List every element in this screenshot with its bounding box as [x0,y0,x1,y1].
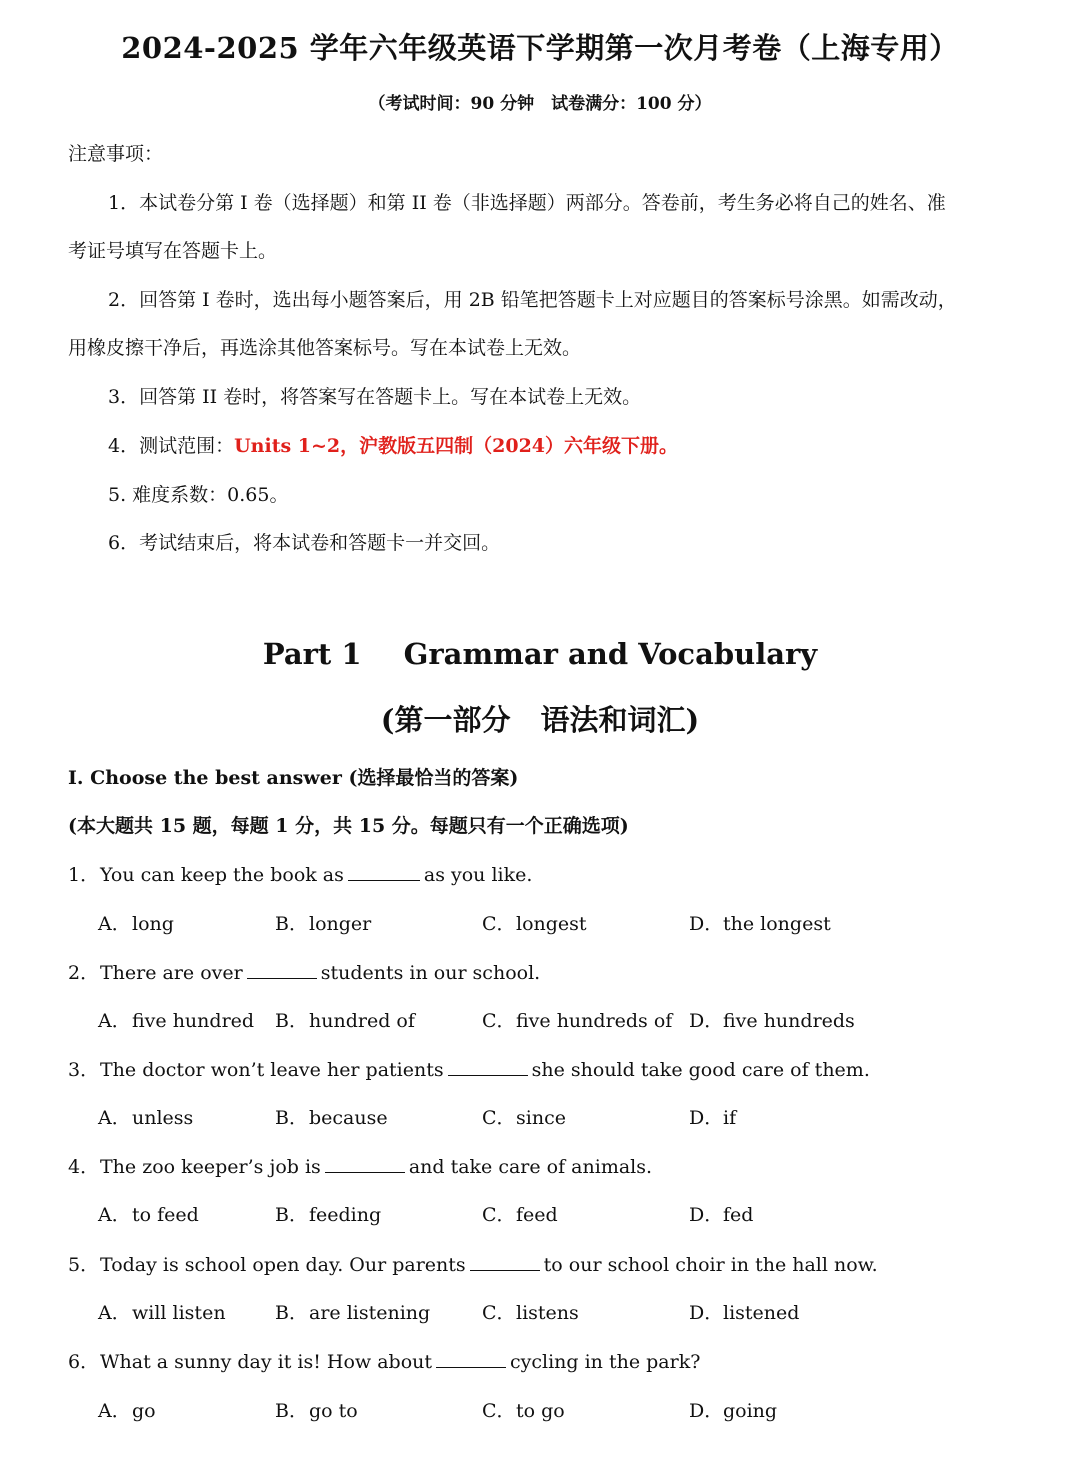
question-text-after: cycling in the park? [510,1351,701,1373]
question-text-before: The doctor won’t leave her patients [100,1059,444,1081]
part-title [0,637,1080,671]
question-4-option-b: B．feeding [275,1204,382,1226]
answer-blank [436,1351,506,1368]
question-3-option-d: D．if [689,1107,737,1129]
answer-blank [348,864,420,881]
question-2-option-a: A．five hundred [98,1010,255,1032]
question-text-after: to our school choir in the hall now. [543,1254,878,1276]
question-2 [68,958,540,985]
notice-item-6: 6．考试结束后，将本试卷和答题卡一并交回。 [108,532,501,554]
question-2-option-d: D．five hundreds [689,1010,855,1032]
question-5-option-d: D．listened [689,1302,800,1324]
question-text-before: You can keep the book as [100,864,344,886]
notice-item-1-line-1: 1．本试卷分第 I 卷（选择题）和第 II 卷（非选择题）两部分。答卷前，考生务必将自己的姓名、准 [108,192,946,214]
question-number: 5． [68,1254,100,1276]
notice-item-4-prefix: 4．测试范围： [108,435,235,457]
answer-blank [247,962,317,979]
notice-item-2-line-2: 用橡皮擦干净后，再选涂其他答案标号。写在本试卷上无效。 [68,337,582,359]
answer-blank [448,1059,528,1076]
question-2-option-c: C．five hundreds of [482,1010,673,1032]
test-scope-highlight: Units 1~2，沪教版五四制（2024）六年级下册。 [234,435,679,457]
question-text-after: and take care of animals. [408,1156,653,1178]
part-subtitle [0,698,1080,739]
notice-item-1-line-2: 考证号填写在答题卡上。 [68,240,278,262]
question-1-option-a: A．long [98,913,174,935]
question-text-before: There are over [100,962,243,984]
question-number: 3． [68,1059,100,1081]
exam-title: 2024-2025 学年六年级英语下学期第一次月考卷（上海专用） [121,31,959,65]
question-text-before: Today is school open day. Our parents [100,1254,466,1276]
part-subtitle-left: (第一部分 [380,703,511,737]
question-5-option-c: C．listens [482,1302,579,1324]
question-number: 6． [68,1351,100,1373]
question-1-option-d: D．the longest [689,913,831,935]
question-2-option-b: B．hundred of [275,1010,415,1032]
question-text-after: she should take good care of them. [531,1059,870,1081]
question-3-option-c: C．since [482,1107,566,1129]
notice-item-2-line-1: 2．回答第 I 卷时，选出每小题答案后，用 2B 铅笔把答题卡上对应题目的答案标号涂黑。如需改动， [108,289,957,311]
question-6-option-d: D．going [689,1400,778,1422]
answer-blank [325,1156,405,1173]
question-4 [68,1152,652,1179]
notice-item-4 [108,431,678,458]
question-5-option-a: A．will listen [98,1302,226,1324]
question-number: 4． [68,1156,100,1178]
question-number: 1． [68,864,100,886]
question-1 [68,860,532,887]
question-3-option-b: B．because [275,1107,388,1129]
exam-subtitle: （考试时间：90 分钟 试卷满分：100 分） [368,94,712,114]
notice-item-5: 5. 难度系数：0.65。 [108,484,289,506]
question-5-option-b: B．are listening [275,1302,431,1324]
question-4-option-c: C．feed [482,1204,558,1226]
part-label: Part 1 [262,637,362,671]
question-5 [68,1250,878,1277]
notice-heading: 注意事项： [68,143,164,165]
question-text-after: students in our school. [320,962,541,984]
question-text-before: What a sunny day it is! How about [100,1351,432,1373]
question-6-option-a: A．go [98,1400,156,1422]
question-text-before: The zoo keeper’s job is [100,1156,321,1178]
part-name: Grammar and Vocabulary [403,637,818,671]
question-3-option-a: A．unless [98,1107,194,1129]
question-number: 2． [68,962,100,984]
question-6 [68,1347,700,1374]
question-6-option-c: C．to go [482,1400,565,1422]
question-1-option-b: B．longer [275,913,372,935]
part-subtitle-right: 语法和词汇) [540,703,700,737]
section-title: I. Choose the best answer (选择最恰当的答案) [68,767,519,789]
question-6-option-b: B．go to [275,1400,358,1422]
notice-item-3: 3．回答第 II 卷时，将答案写在答题卡上。写在本试卷上无效。 [108,386,642,408]
question-4-option-d: D．fed [689,1204,754,1226]
section-instruction: (本大题共 15 题，每题 1 分，共 15 分。每题只有一个正确选项) [68,815,629,837]
question-1-option-c: C．longest [482,913,587,935]
question-text-after: as you like. [423,864,533,886]
answer-blank [470,1254,540,1271]
question-3 [68,1055,870,1082]
question-4-option-a: A．to feed [98,1204,199,1226]
